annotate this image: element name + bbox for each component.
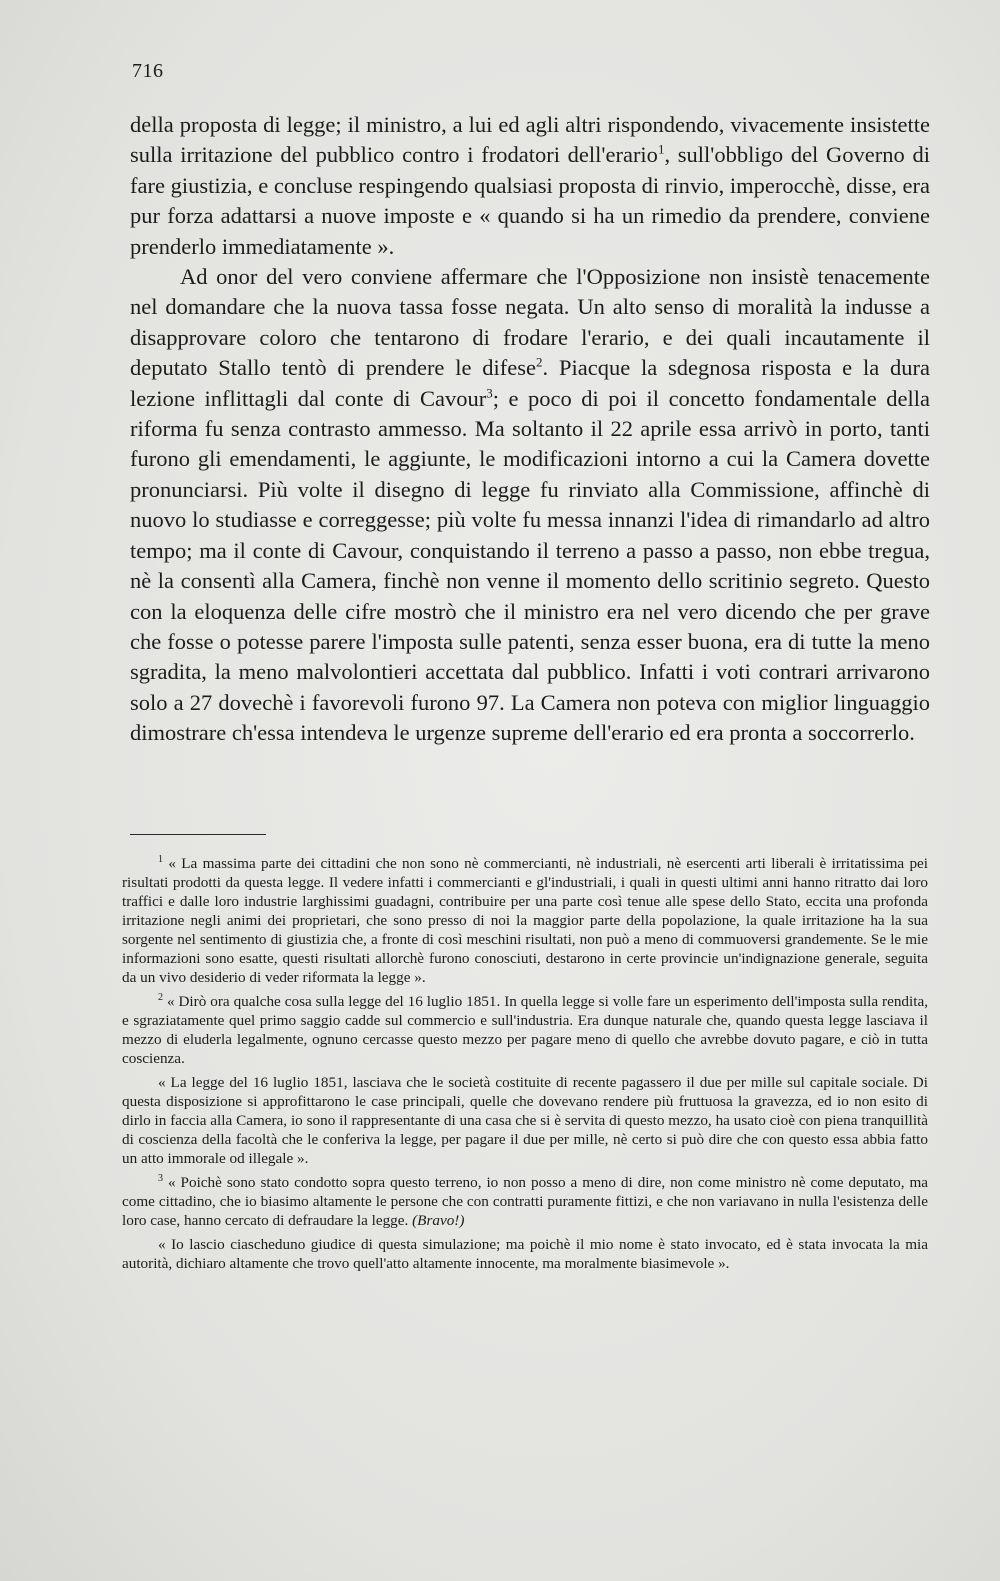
paragraph-1 [130,110,930,262]
paragraph-1-text-a: della proposta di legge; il ministro, a lui ed agli altri rispondendo, vivacemente insistette sulla irritazione del pubblico contro i frodatori dell'erario [130,112,930,168]
page-number: 716 [132,60,164,82]
footnote-1 [122,854,928,987]
footnote-3 [122,1173,928,1230]
paragraph-1-text-b: , sull'obbligo del Governo di fare giustizia, e concluse respingendo qualsiasi proposta di rinvio, imperocchè, disse, era pur forza adattarsi a nuove imposte e « quando si ha un rimedio da prendere, conviene prenderlo immediatamente ». [130,142,930,259]
footnote-separator [130,834,266,835]
footnote-2-continued: « La legge del 16 luglio 1851, lasciava che le società costituite di recente pagassero il due per mille sul capitale sociale. Di questa disposizione si approfittarono le case principali, quelle che dovevano rendere più fruttuosa la gravezza, ed io non esito di dirlo in faccia alla Camera, io sono il rappresentante di una casa che si è servita di questo mezzo, ha usato cioè con piena tranquillità di coscienza della facoltà che le conferiva la legge, per pagare il due per mille, nè certo si può dire che con questo essa abbia fatto un atto immorale od illegale ». [122,1074,928,1167]
footnote-3-text: « Poichè sono stato condotto sopra questo terreno, io non posso a meno di dire, non come ministro nè come deputato, ma come cittadino, che io biasimo altamente le persone che con contratti puramente fittizi, e che non variavano in nulla l'esistenza delle loro case, hanno cercato di defraudare la legge. [122,1174,929,1229]
footnote-1-mark: 1 [158,853,163,865]
footnote-ref-1: 1 [657,141,665,157]
main-text [130,110,930,749]
footnote-3-interjection: (Bravo!) [412,1212,465,1229]
footnote-ref-3: 3 [486,385,493,401]
paragraph-2 [130,262,930,749]
footnote-ref-2: 2 [536,354,543,370]
paragraph-2-text-a: Ad onor del vero conviene affermare che l'Opposizione non insistè tenacemente nel domandare che la nuova tassa fosse negata. Un alto senso di moralità la indusse a disapprovare coloro che tentarono di frodare l'erario, e dei quali incautamente il deputato Stallo tentò di prendere le difese [130,264,930,381]
footnote-1-text: « La massima parte dei cittadini che non sono nè commercianti, nè industriali, nè esercenti arti liberali è irritatissima pei risultati prodotti da questa legge. Il vedere infatti i commercianti e gl'industriali, i quali in questi ultimi anni hanno ritratto dai loro traffici e dalle loro industrie larghissimi guadagni, contribuire per una parte così tenue alle spese dello Stato, eccita una profonda irritazione negli animi dei proprietari, che sono presso di noi la maggior parte della popolazione, la quale irritazione ha la sua sorgente nel sentimento di giustizia che, a fronte di così meschini risultati, non può a meno di commuoversi grandemente. Se le mie informazioni sono esatte, questi risultati allorchè furono conosciuti, destarono in certe provincie un'indignazione generale, seguita da un vivo desiderio di veder riformata la legge ». [122,855,929,986]
footnote-2 [122,992,928,1068]
footnote-2-mark: 2 [158,991,163,1003]
footnote-3-continued: « Io lascio ciascheduno giudice di questa simulazione; ma poichè il mio nome è stato invocato, ed è stata invocata la mia autorità, dichiaro altamente che trovo quell'atto altamente innocente, ma moralmente biasimevole ». [122,1236,928,1272]
footnote-3-mark: 3 [158,1172,163,1184]
paragraph-2-text-c: ; e poco di poi il concetto fondamentale della riforma fu senza contrasto ammesso. Ma soltanto il 22 aprile essa arrivò in porto, tanti furono gli emendamenti, le aggiunte, le modificazioni intorno a cui la Camera dovette pronunciarsi. Più volte il disegno di legge fu rinviato alla Commissione, affinchè di nuovo lo studiasse e correggesse; più volte fu messa innanzi l'idea di rimandarlo ad altro tempo; ma il conte di Cavour, conquistando il terreno a passo a passo, non ebbe tregua, nè la consentì alla Camera, finchè non venne il momento dello scritinio segreto. Questo con la eloquenza delle cifre mostrò che il ministro era nel vero dicendo che per grave che fosse o potesse parere l'imposta sulle patenti, senza esser buona, era di tutte la meno sgradita, la meno malvolontieri accettata dal pubblico. Infatti i voti contrari arrivarono solo a 27 dovechè i favorevoli furono 97. La Camera non poteva con miglior linguaggio dimostrare ch'essa intendeva le urgenze supreme dell'erario ed era pronta a soccorrerlo. [130,385,930,746]
footnotes [122,854,928,1273]
paragraph-2-text-b: . Piacque la sdegnosa risposta e la dura lezione inflittagli dal conte di Cavour [130,355,930,411]
footnote-2-text: « Dirò ora qualche cosa sulla legge del 16 luglio 1851. In quella legge si volle fare un esperimento dell'imposta sulla rendita, e sgraziatamente quel primo saggio cadde sul commercio e sull'industria. Era dunque naturale che, quando questa legge lasciava il mezzo di eluderla legalmente, ognuno cercasse questo mezzo per pagare meno di quello che avrebbe dovuto pagare, e ciò in tutta coscienza. [122,993,928,1067]
